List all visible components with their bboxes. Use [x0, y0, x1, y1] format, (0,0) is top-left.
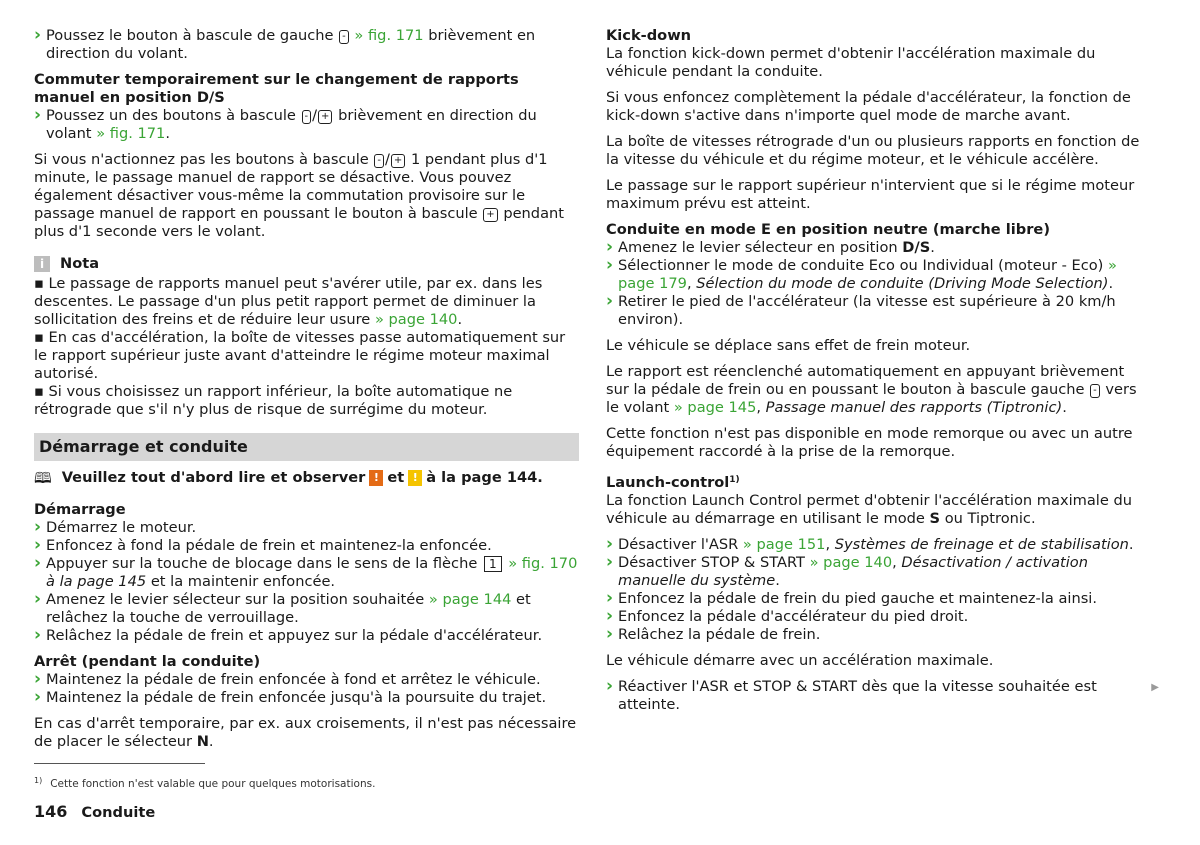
subheading-temporary-switch: Commuter temporairement sur le changement de rapports manuel en position D/S [34, 71, 519, 106]
figure-link[interactable]: » fig. 171 [96, 125, 166, 142]
instruction-item: › Maintenez la pédale de frein enfoncée à fond et arrêtez le véhicule. [34, 671, 579, 689]
section-title: Démarrage et conduite [34, 433, 579, 461]
page-link[interactable]: » page 144 [428, 591, 512, 608]
chapter-name: Conduite [81, 804, 156, 821]
paragraph: Cette fonction n'est pas disponible en mode remorque ou avec un autre équipement raccordé à la prise de la remorque. [606, 425, 1133, 460]
start-steps [34, 519, 579, 645]
instruction-item: › Enfoncez la pédale de frein du pied gauche et maintenez-la ainsi. [606, 590, 1151, 608]
figure-link[interactable]: » fig. 171 [354, 27, 424, 44]
subheading-launch-control: Launch-control$^{1)}$ [606, 474, 740, 491]
rocker-plus-icon: + [391, 154, 405, 168]
paragraph: La boîte de vitesses rétrograde d'un ou plusieurs rapports en fonction de la vitesse du véhicule et du régime moteur, et le véhicule accélère. [606, 133, 1140, 168]
subheading-stop: Arrêt (pendant la conduite) [34, 653, 261, 670]
instruction-item: › Sélectionner le mode de conduite Eco ou Individual (moteur - Eco) » page 179, Sélection du mode de conduite (Driving Mode Selection). [606, 257, 1151, 293]
subheading-mode-e: Conduite en mode E en position neutre (marche libre) [606, 221, 1050, 238]
paragraph: Si vous enfoncez complètement la pédale d'accélérateur, la fonction de kick-down s'active dans n'importe quel mode de marche avant. [606, 89, 1131, 124]
paragraph: Le rapport est réenclenché automatiquement en appuyant brièvement sur la pédale de frein ou en poussant le bouton à bascule gauche - vers le volant » page 145, Passage manuel des rapports (Tiptronic). [606, 363, 1137, 416]
mode-e-steps [606, 239, 1151, 329]
note-item: ▪ Si vous choisissez un rapport inférieur, la boîte automatique ne rétrograde que s'il n'y plus de risque de surrégime du moteur. [34, 383, 513, 418]
page-link[interactable]: » page 140 [374, 311, 458, 328]
instruction-item: › Désactiver STOP & START » page 140, Désactivation / activation manuelle du système. [606, 554, 1151, 590]
instruction-item: › Relâchez la pédale de frein et appuyez sur la pédale d'accélérateur. [34, 627, 579, 645]
note-item: ▪ Le passage de rapports manuel peut s'avérer utile, par ex. dans les descentes. Le passage d'un plus petit rapport permet de diminuer la sollicitation des freins et de réduire leur usure » page 140. [34, 275, 543, 328]
note-item: ▪ En cas d'accélération, la boîte de vitesses passe automatiquement sur le rapport supérieur juste avant d'atteindre le régime moteur maximal autorisé. [34, 329, 566, 382]
caution-icon: ! [408, 470, 422, 486]
instruction-item: › Retirer le pied de l'accélérateur (la vitesse est supérieure à 20 km/h environ). [606, 293, 1151, 329]
paragraph: La fonction kick-down permet d'obtenir l'accélération maximale du véhicule pendant la conduite. [606, 45, 1096, 80]
instruction-item: › Appuyer sur la touche de blocage dans le sens de la flèche 1 » fig. 170 à la page 145 et la maintenir enfoncée. [34, 555, 579, 591]
rocker-minus-icon: - [1090, 384, 1100, 398]
paragraph: En cas d'arrêt temporaire, par ex. aux croisements, il n'est pas nécessaire de placer le sélecteur N. [34, 715, 577, 750]
paragraph: Si vous n'actionnez pas les boutons à bascule - / + 1 pendant plus d'1 minute, le passage manuel de rapport se désactive. Vous pouvez également désactiver vous-même la commutation provisoire sur le passage manuel de rapport en poussant le bouton à bascule + pendant plus d'1 seconde vers le volant. [34, 151, 564, 240]
instruction-item: › Enfoncez la pédale d'accélérateur du pied droit. [606, 608, 1151, 626]
note-heading: i Nota [34, 255, 579, 273]
rocker-minus-icon: - [302, 110, 312, 124]
stop-steps [34, 671, 579, 707]
paragraph: La fonction Launch Control permet d'obtenir l'accélération maximale du véhicule au démarrage en utilisant le mode S ou Tiptronic. [606, 492, 1132, 527]
page-link[interactable]: » page 151 [742, 536, 826, 553]
instruction-item: › Réactiver l'ASR et STOP & START dès que la vitesse souhaitée est atteinte. ▶ [606, 678, 1151, 714]
paragraph: Le véhicule démarre avec un accélération maximale. [606, 652, 994, 669]
rocker-plus-icon: + [318, 110, 332, 124]
instruction-item: › Maintenez la pédale de frein enfoncée jusqu'à la poursuite du trajet. [34, 689, 579, 707]
instruction-item: › Poussez le bouton à bascule de gauche - » fig. 171 brièvement en direction du volant. [34, 27, 579, 63]
instruction-item: › Amenez le levier sélecteur sur la position souhaitée » page 144 et relâchez la touche de verrouillage. [34, 591, 579, 627]
book-icon: 🕮 [34, 469, 52, 487]
instruction-item: › Démarrez le moteur. [34, 519, 579, 537]
rocker-minus-icon: - [339, 30, 349, 44]
right-column [606, 27, 1159, 714]
page-link[interactable]: » page 179 [618, 257, 1117, 292]
left-column [34, 27, 579, 759]
instruction-item: › Poussez un des boutons à bascule - / + brièvement en direction du volant » fig. 171. [34, 107, 579, 143]
rocker-minus-icon: - [374, 154, 384, 168]
footnote-ref[interactable]: 1) [729, 475, 740, 485]
info-icon: i [34, 256, 50, 272]
instruction-item: › Relâchez la pédale de frein. [606, 626, 1151, 644]
instruction-item: › Enfoncez à fond la pédale de frein et maintenez-la enfoncée. [34, 537, 579, 555]
launch-steps [606, 536, 1151, 644]
paragraph: Le passage sur le rapport supérieur n'intervient que si le régime moteur maximum prévu est atteint. [606, 177, 1135, 212]
arrow-number-box: 1 [484, 556, 502, 572]
page-link[interactable]: » page 140 [809, 554, 893, 571]
rocker-plus-icon: + [483, 208, 497, 222]
footnote: $^{1)}$ Cette fonction n'est valable que pour quelques motorisations. [34, 776, 376, 790]
figure-link[interactable]: » fig. 170 [508, 555, 578, 572]
instruction-item: › Amenez le levier sélecteur en position D/S. [606, 239, 1151, 257]
footnote-divider [34, 763, 205, 764]
subheading-kickdown: Kick-down [606, 27, 692, 44]
page-link[interactable]: » page 145 [673, 399, 757, 416]
continue-arrow-icon: ▶ [1151, 682, 1159, 693]
instruction-item: › Désactiver l'ASR » page 151, Systèmes de freinage et de stabilisation. [606, 536, 1151, 554]
page-number: 146 [34, 802, 68, 821]
subheading-start: Démarrage [34, 501, 126, 518]
warning-icon: ! [369, 470, 383, 486]
page-footer [34, 803, 155, 822]
paragraph: Le véhicule se déplace sans effet de frein moteur. [606, 337, 971, 354]
read-first-notice: 🕮 Veuillez tout d'abord lire et observer ! et ! à la page 144. [34, 469, 543, 487]
